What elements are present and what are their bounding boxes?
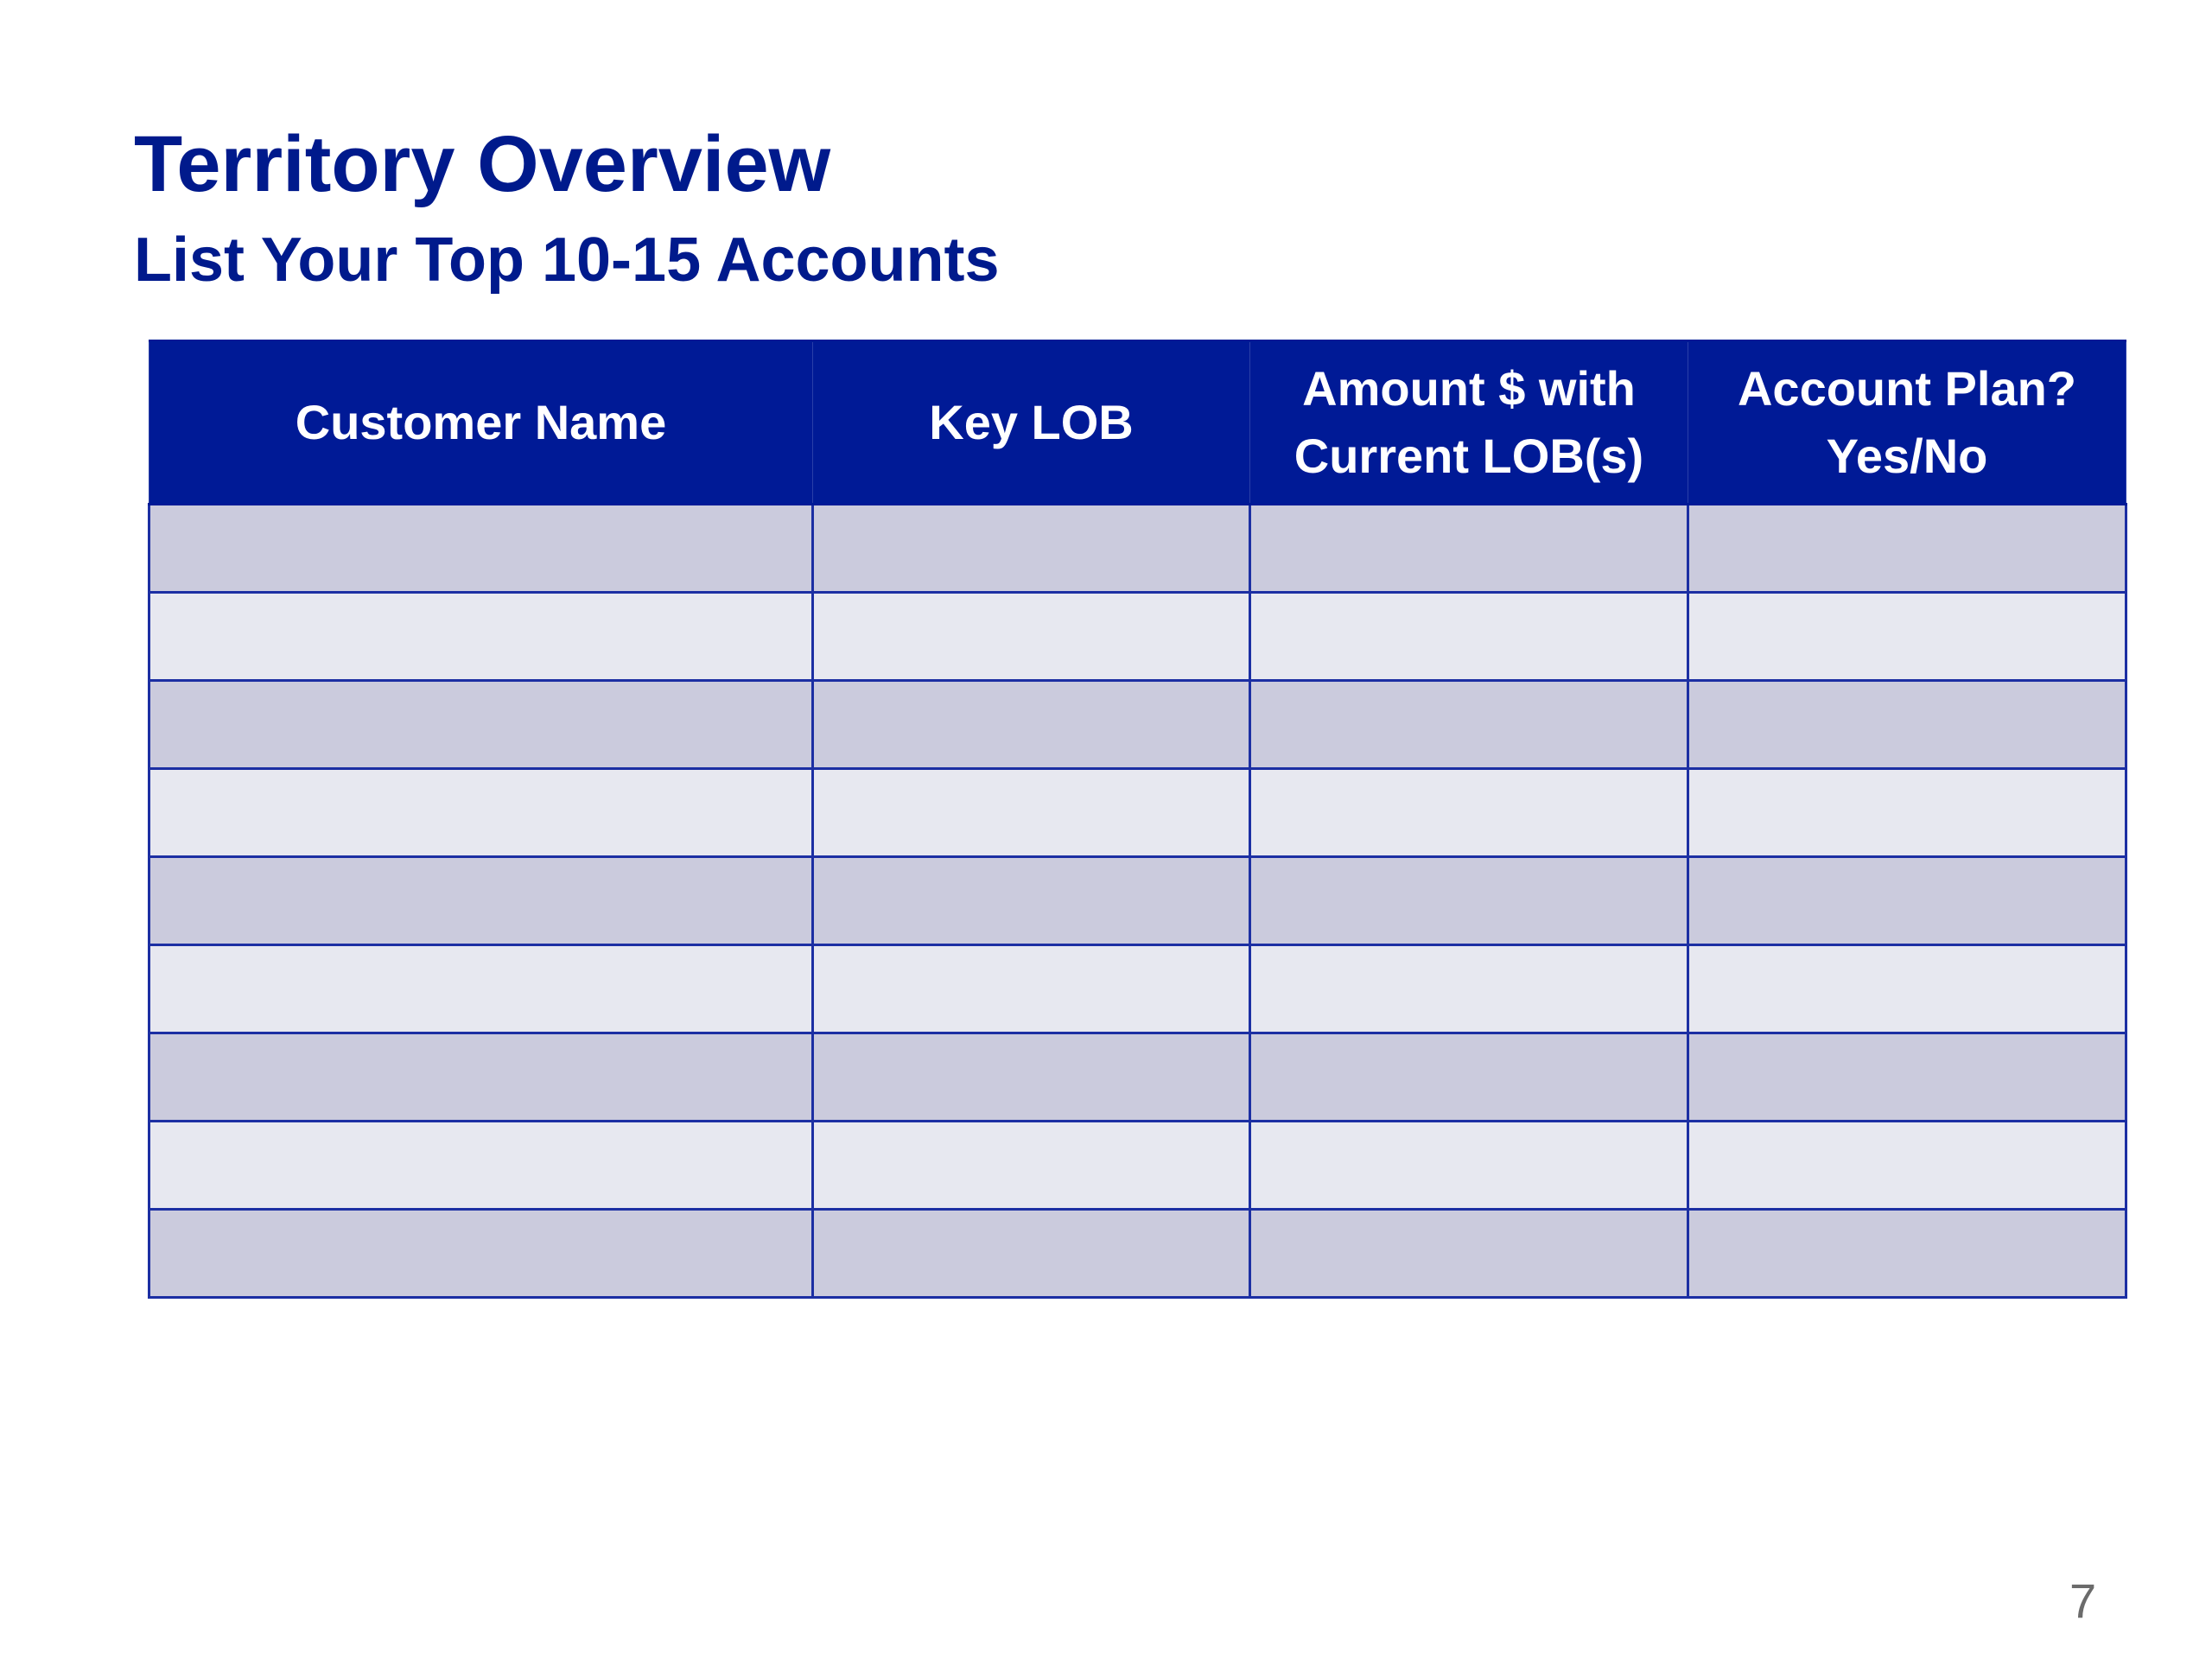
cell-key-lob[interactable]	[813, 857, 1250, 945]
cell-account-plan[interactable]	[1688, 857, 2126, 945]
cell-customer-name[interactable]	[149, 681, 813, 769]
table-row	[149, 769, 2126, 857]
header-account-plan-line2: Yes/No	[1826, 429, 1988, 483]
slide-subtitle: List Your Top 10-15 Accounts	[134, 226, 1000, 295]
cell-amount[interactable]	[1250, 857, 1688, 945]
cell-customer-name[interactable]	[149, 1033, 813, 1122]
header-account-plan	[1688, 341, 2126, 505]
header-amount-line2: Current LOB(s)	[1294, 429, 1644, 483]
table-row	[149, 857, 2126, 945]
table-row	[149, 1210, 2126, 1298]
cell-customer-name[interactable]	[149, 505, 813, 593]
cell-key-lob[interactable]	[813, 505, 1250, 593]
cell-customer-name[interactable]	[149, 593, 813, 681]
cell-amount[interactable]	[1250, 1122, 1688, 1210]
cell-amount[interactable]	[1250, 769, 1688, 857]
cell-account-plan[interactable]	[1688, 1033, 2126, 1122]
cell-customer-name[interactable]	[149, 1210, 813, 1298]
table-row	[149, 593, 2126, 681]
cell-account-plan[interactable]	[1688, 1210, 2126, 1298]
accounts-table	[148, 340, 2127, 1299]
cell-account-plan[interactable]	[1688, 1122, 2126, 1210]
table-row	[149, 945, 2126, 1033]
cell-customer-name[interactable]	[149, 769, 813, 857]
table-row	[149, 505, 2126, 593]
cell-customer-name[interactable]	[149, 857, 813, 945]
table-header-row	[149, 341, 2126, 505]
cell-key-lob[interactable]	[813, 1033, 1250, 1122]
cell-customer-name[interactable]	[149, 945, 813, 1033]
cell-customer-name[interactable]	[149, 1122, 813, 1210]
cell-key-lob[interactable]	[813, 769, 1250, 857]
cell-account-plan[interactable]	[1688, 505, 2126, 593]
table-row	[149, 681, 2126, 769]
cell-amount[interactable]	[1250, 593, 1688, 681]
table-row	[149, 1033, 2126, 1122]
table-row	[149, 1122, 2126, 1210]
cell-amount[interactable]	[1250, 1210, 1688, 1298]
cell-amount[interactable]	[1250, 681, 1688, 769]
cell-amount[interactable]	[1250, 505, 1688, 593]
cell-account-plan[interactable]	[1688, 769, 2126, 857]
cell-key-lob[interactable]	[813, 1122, 1250, 1210]
cell-amount[interactable]	[1250, 1033, 1688, 1122]
header-key-lob	[813, 341, 1250, 505]
cell-account-plan[interactable]	[1688, 945, 2126, 1033]
cell-key-lob[interactable]	[813, 1210, 1250, 1298]
header-account-plan-line1: Account Plan?	[1737, 360, 2077, 416]
slide-title: Territory Overview	[134, 120, 831, 208]
cell-key-lob[interactable]	[813, 593, 1250, 681]
header-amount	[1250, 341, 1688, 505]
header-amount-line1: Amount $ with	[1302, 360, 1636, 416]
table-body	[149, 505, 2126, 1298]
header-key-lob-line1: Key LOB	[929, 394, 1134, 449]
cell-key-lob[interactable]	[813, 945, 1250, 1033]
cell-key-lob[interactable]	[813, 681, 1250, 769]
header-customer-name-line1: Customer Name	[295, 394, 667, 449]
page-number: 7	[2069, 1573, 2097, 1628]
cell-amount[interactable]	[1250, 945, 1688, 1033]
cell-account-plan[interactable]	[1688, 593, 2126, 681]
cell-account-plan[interactable]	[1688, 681, 2126, 769]
header-customer-name	[149, 341, 813, 505]
